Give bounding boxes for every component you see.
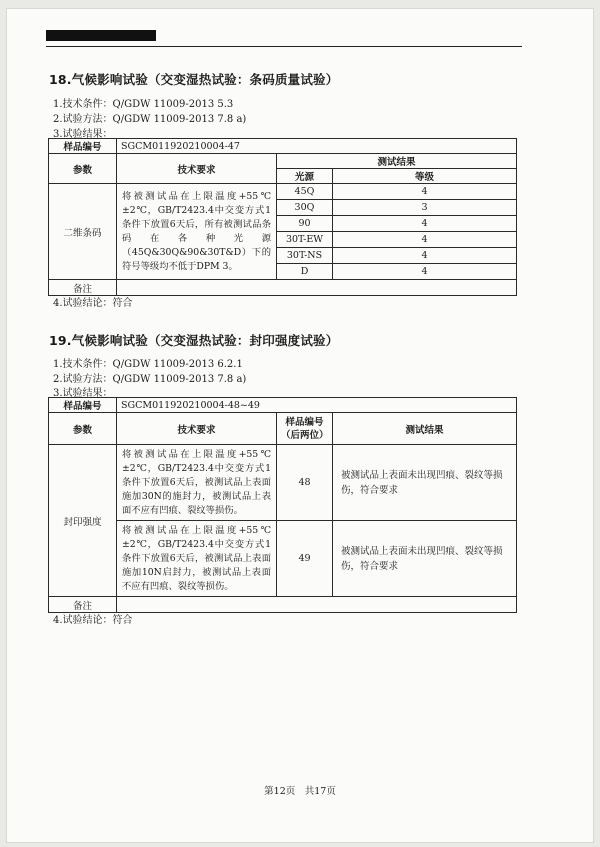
section-18-tech-condition: 1.技术条件：Q/GDW 11009-2013 5.3 [53,99,234,110]
section-18-table [48,138,517,296]
test-result-header: 测试结果 [277,154,517,169]
table-row-sample: 48 [277,445,333,521]
page-number: 第12页 共17页 [264,786,336,797]
sample-no-header: 样品编号 [49,398,117,413]
table-row-light: D [277,264,333,280]
section-19-title: 19.气候影响试验（交变湿热试验：封印强度试验） [49,333,339,348]
requirement-text: 将被测试品在上限温度+55℃±2℃，GB/T2423.4中交变方式1条件下放置6天后，被测试品上表面施加30N的施封力，被测试品上表面不应有凹痕、裂纹等损伤。 [117,445,277,521]
table-row-light: 45Q [277,184,333,200]
section-18-result-label: 3.试验结果： [53,129,113,140]
section-18-title: 18.气候影响试验（交变湿热试验：条码质量试验） [49,72,339,87]
grade-header: 等级 [333,169,517,184]
table-row-light: 30Q [277,200,333,216]
sample-suffix-header [277,413,333,445]
param-seal-strength: 封印强度 [49,445,117,597]
requirement-header: 技术要求 [117,413,277,445]
param-header: 参数 [49,413,117,445]
requirement-header: 技术要求 [117,154,277,184]
table-row-grade: 4 [333,264,517,280]
param-header: 参数 [49,154,117,184]
section-19-tech-condition: 1.技术条件：Q/GDW 11009-2013 6.2.1 [53,359,243,370]
table-row-grade: 4 [333,232,517,248]
section-19-test-method: 2.试验方法：Q/GDW 11009-2013 7.8 a) [53,374,247,385]
sample-suffix-header-line2: （后两位） [281,429,329,441]
table-row-grade: 4 [333,216,517,232]
header-rule [46,46,522,47]
table-row-grade: 4 [333,248,517,264]
remark-label: 备注 [49,597,117,613]
test-result-header: 测试结果 [333,413,517,445]
requirement-text: 将被测试品在上限温度+55℃±2℃，GB/T2423.4中交变方式1条件下放置6天后，被测试品上表面施加10N启封力，被测试品上表面不应有凹痕、裂纹等损伤。 [117,521,277,597]
sample-suffix-header-line1: 样品编号 [285,416,324,428]
table-row-grade: 3 [333,200,517,216]
sample-no-value: SGCM011920210004-48~49 [117,398,517,413]
table-row-sample: 49 [277,521,333,597]
section-19-table [48,397,517,613]
remark-value [117,280,517,296]
section-18-test-method: 2.试验方法：Q/GDW 11009-2013 7.8 a) [53,114,247,125]
table-row-grade: 4 [333,184,517,200]
remark-label: 备注 [49,280,117,296]
table-row-light: 90 [277,216,333,232]
section-19-conclusion: 4.试验结论：符合 [53,615,133,626]
header-redaction-bar [46,30,156,41]
section-19-result-label: 3.试验结果： [53,388,113,399]
sample-no-header: 样品编号 [49,139,117,154]
light-source-header: 光源 [277,169,333,184]
remark-value [117,597,517,613]
table-row-light: 30T-NS [277,248,333,264]
sample-no-value: SGCM011920210004-47 [117,139,517,154]
table-row-result: 被测试品上表面未出现凹痕、裂纹等损伤，符合要求 [333,445,517,521]
section-18-conclusion: 4.试验结论：符合 [53,298,133,309]
table-row-light: 30T-EW [277,232,333,248]
param-qr-code: 二维条码 [49,184,117,280]
table-row-result: 被测试品上表面未出现凹痕、裂纹等损伤，符合要求 [333,521,517,597]
requirement-text: 将被测试品在上限温度+55℃±2℃，GB/T2423.4中交变方式1条件下放置6天后，所有被测试品条码在各种光源（45Q&30Q&90&30T&D）下的符号等级均不低于DPM 3。 [117,184,277,280]
